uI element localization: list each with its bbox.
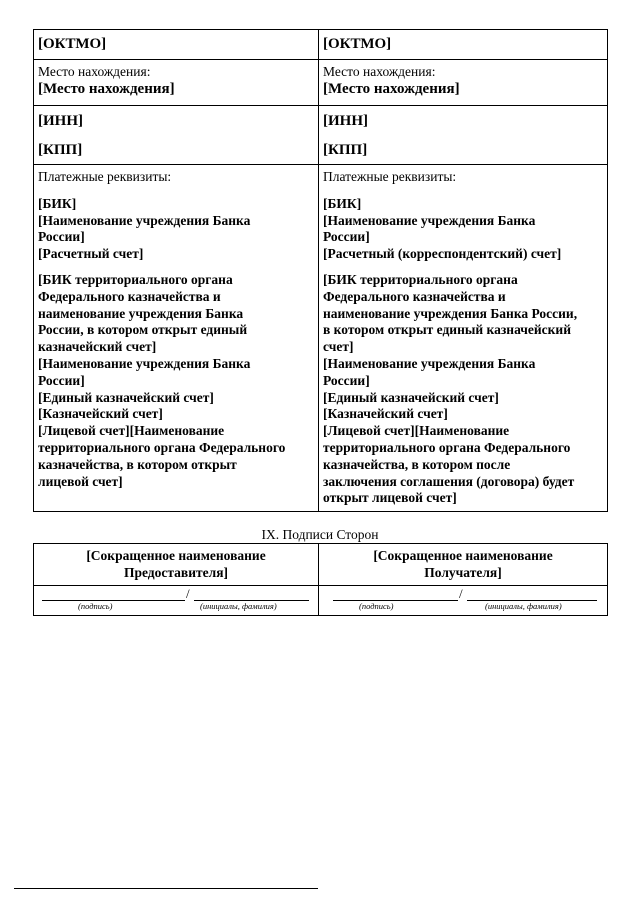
left-signature-line bbox=[42, 600, 185, 601]
right-oktmo-cell bbox=[319, 30, 608, 60]
left-oktmo: [ОКТМО] bbox=[38, 36, 107, 52]
left-signature-slash: / bbox=[186, 586, 190, 601]
right-signature-slash: / bbox=[459, 586, 463, 601]
left-signature-caption: (подпись) bbox=[78, 601, 113, 611]
signatures-table bbox=[33, 543, 608, 616]
right-kpp: [КПП] bbox=[323, 142, 368, 159]
payment-row bbox=[34, 164, 608, 511]
inn-kpp-row bbox=[34, 106, 608, 165]
right-treasury-details: [БИК территориального органа Федерального казначейства и наименование учреждения Банка России, в котором открыт единый казначейский счет] [Наименование учреждения Банка России] [Единый казначейский счет] [Казначейский счет] [Лицевой счет][Наименование территориального органа Федерального казначейства, в котором после заключения соглашения (договора) будет открыт лицевой счет] bbox=[323, 271, 578, 506]
right-location-label: Место нахождения: bbox=[323, 63, 436, 79]
right-oktmo: [ОКТМО] bbox=[323, 36, 392, 52]
left-payment-cell bbox=[34, 164, 319, 511]
right-location-value: [Место нахождения] bbox=[323, 80, 460, 97]
left-inn: [ИНН] bbox=[38, 113, 83, 130]
location-row bbox=[34, 59, 608, 106]
left-location-value: [Место нахождения] bbox=[38, 80, 175, 97]
right-signature-caption: (подпись) bbox=[359, 601, 394, 611]
right-payment-cell bbox=[319, 164, 608, 511]
signatures-row bbox=[34, 586, 608, 616]
right-signature-block bbox=[319, 586, 607, 615]
left-kpp: [КПП] bbox=[38, 142, 83, 159]
section-title: IX. Подписи Сторон bbox=[261, 527, 379, 542]
left-oktmo-cell bbox=[34, 30, 319, 60]
right-inn-kpp-cell bbox=[319, 106, 608, 165]
left-treasury-details: [БИК территориального органа Федерального казначейства и наименование учреждения Банка России, в котором открыт единый казначейский счет] [Наименование учреждения Банка России] [Единый казначейский счет] [Казначейский счет] [Лицевой счет][Наименование территориального органа Федерального казначейства, в котором открыт лицевой счет] bbox=[38, 271, 286, 489]
signatures-header-row bbox=[34, 544, 608, 586]
left-bank-name: [Наименование учреждения Банка России] bbox=[38, 212, 251, 245]
footer-rule bbox=[14, 888, 318, 889]
right-signature-cell bbox=[319, 586, 608, 616]
left-name-caption: (инициалы, фамилия) bbox=[200, 601, 277, 611]
left-payment-label: Платежные реквизиты: bbox=[38, 168, 172, 184]
right-location-cell bbox=[319, 59, 608, 106]
right-inn: [ИНН] bbox=[323, 113, 368, 130]
left-location-label: Место нахождения: bbox=[38, 63, 151, 79]
right-signatory-header: [Сокращенное наименование Получателя] bbox=[319, 544, 608, 586]
right-signature-line bbox=[333, 600, 458, 601]
left-signatory-header: [Сокращенное наименование Предоставителя] bbox=[34, 544, 319, 586]
left-signature-block bbox=[34, 586, 318, 615]
left-bik: [БИК] bbox=[38, 195, 77, 211]
left-location-cell bbox=[34, 59, 319, 106]
right-account: [Расчетный (корреспондентский) счет] bbox=[323, 246, 562, 262]
right-bik: [БИК] bbox=[323, 195, 362, 211]
left-inn-kpp-cell bbox=[34, 106, 319, 165]
right-bank-name: [Наименование учреждения Банка России] bbox=[323, 212, 536, 245]
right-name-caption: (инициалы, фамилия) bbox=[485, 601, 562, 611]
left-signature-cell bbox=[34, 586, 319, 616]
right-payment-label: Платежные реквизиты: bbox=[323, 168, 457, 184]
requisites-table bbox=[33, 29, 608, 512]
left-account: [Расчетный счет] bbox=[38, 246, 144, 262]
oktmo-row bbox=[34, 30, 608, 60]
